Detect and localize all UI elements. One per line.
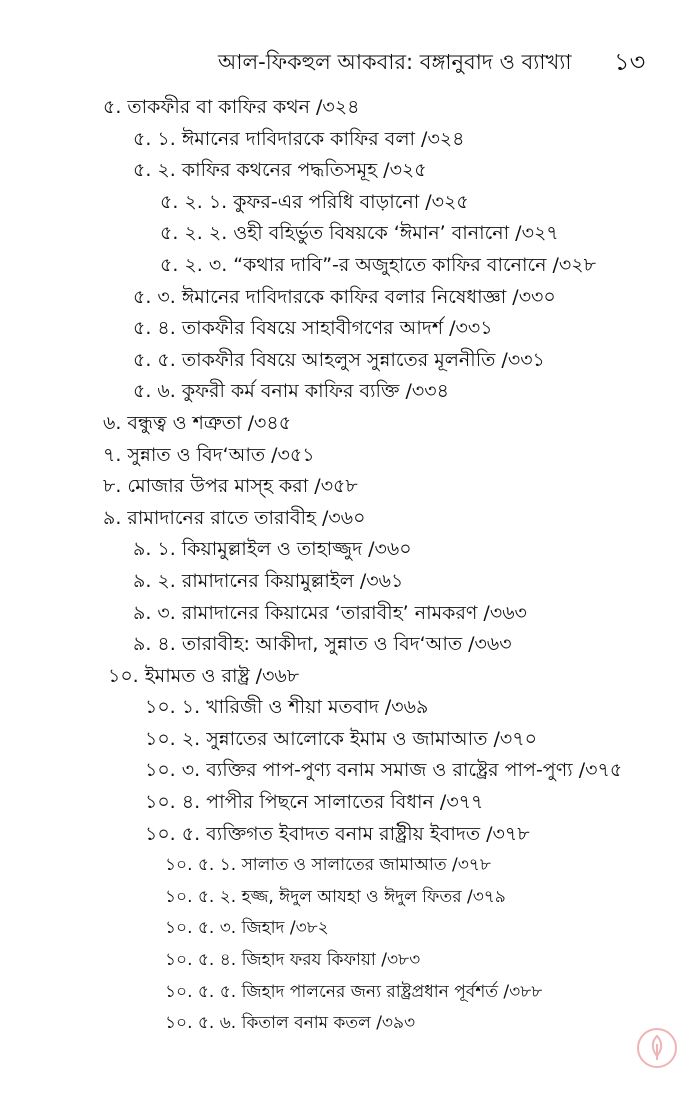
table-of-contents xyxy=(0,92,700,1040)
running-title: আল-ফিকহুল আকবার: বঙ্গানুবাদ ও ব্যাখ্যা xyxy=(218,50,572,74)
toc-entry: ৫. ৪. তাকফীর বিষয়ে সাহাবীগণের আদর্শ /৩৩১ xyxy=(133,317,493,340)
toc-entry: ৮. মোজার উপর মাস্হ করা /৩৫৮ xyxy=(103,475,358,498)
toc-entry: ১০. ৫. ২. হজ্জ, ঈদুল আযহা ও ঈদুল ফিতর /৩৭৯ xyxy=(165,886,506,907)
toc-entry: ১০. ৪. পাপীর পিছনে সালাতের বিধান /৩৭৭ xyxy=(145,791,484,814)
toc-entry: ৫. ৫. তাকফীর বিষয়ে আহলুস সুন্নাতের মূলনীতি /৩৩১ xyxy=(133,348,545,371)
page-number: ১৩ xyxy=(614,48,646,76)
toc-entry: ১০. ২. সুন্নাতের আলোকে ইমাম ও জামাআত /৩৭০ xyxy=(145,727,537,750)
toc-entry: ১০. ৫. ৫. জিহাদ পালনের জন্য রাষ্ট্রপ্রধান পূর্বশর্ত /৩৮৮ xyxy=(165,981,543,1002)
toc-entry: ৫. ২. ১. কুফর-এর পরিধি বাড়ানো /৩২৫ xyxy=(160,190,469,213)
toc-entry: ১০. ১. খারিজী ও শীয়া মতবাদ /৩৬৯ xyxy=(145,696,429,719)
toc-entry: ১০. ৫. ৩. জিহাদ /৩৮২ xyxy=(165,918,329,939)
toc-entry: ১০. ৫. ৬. কিতাল বনাম কতল /৩৯৩ xyxy=(165,1013,416,1034)
toc-entry: ১০. ইমামত ও রাষ্ট্র /৩৬৮ xyxy=(108,664,300,687)
toc-entry: ১০. ৩. ব্যক্তির পাপ-পুণ্য বনাম সমাজ ও রাষ্ট্রের পাপ-পুণ্য /৩৭৫ xyxy=(145,759,623,782)
toc-entry: ৫. ২. ৩. “কথার দাবি”-র অজুহাতে কাফির বানোনে /৩২৮ xyxy=(160,253,596,276)
toc-entry: ১০. ৫. ১. সালাত ও সালাতের জামাআত /৩৭৮ xyxy=(165,855,491,876)
toc-entry: ৯. ৩. রামাদানের কিয়ামের ‘তারাবীহ’ নামকরণ /৩৬৩ xyxy=(133,601,527,624)
toc-entry: ৫. ৩. ঈমানের দাবিদারকে কাফির বলার নিষেধাজ্ঞা /৩৩০ xyxy=(133,285,556,308)
toc-entry: ১০. ৫. ৪. জিহাদ ফরয কিফায়া /৩৮৩ xyxy=(165,950,421,971)
toc-entry: ৫. তাকফীর বা কাফির কথন /৩২৪ xyxy=(103,96,360,118)
toc-entry: ৯. ৪. তারাবীহ: আকীদা, সুন্নাত ও বিদ‘আত /৩৬৩ xyxy=(133,633,512,656)
toc-entry: ৭. সুন্নাত ও বিদ‘আত /৩৫১ xyxy=(103,443,315,466)
toc-entry: ৫. ২. কাফির কথনের পদ্ধতিসমূহ /৩২৫ xyxy=(133,159,427,182)
quill-logo-icon xyxy=(635,1026,679,1070)
toc-entry: ৫. ১. ঈমানের দাবিদারকে কাফির বলা /৩২৪ xyxy=(133,127,465,150)
toc-entry: ৫. ২. ২. ওহী বহির্ভুত বিষয়কে ‘ঈমান’ বানানো /৩২৭ xyxy=(160,222,559,245)
toc-entry: ৬. বন্ধুত্ব ও শত্রুতা /৩৪৫ xyxy=(103,411,292,434)
toc-entry: ৯. ১. কিয়ামুল্লাইল ও তাহাজ্জুদ /৩৬০ xyxy=(133,538,412,561)
page-header xyxy=(0,38,700,78)
toc-entry: ১০. ৫. ব্যক্তিগত ইবাদত বনাম রাষ্ট্রীয় ইবাদত /৩৭৮ xyxy=(145,822,530,845)
toc-entry: ৯. ২. রামাদানের কিয়ামুল্লাইল /৩৬১ xyxy=(133,569,404,592)
toc-entry: ৯. রামাদানের রাতে তারাবীহ /৩৬০ xyxy=(103,506,366,529)
toc-entry: ৫. ৬. কুফরী কর্ম বনাম কাফির ব্যক্তি /৩৩৪ xyxy=(133,380,449,403)
